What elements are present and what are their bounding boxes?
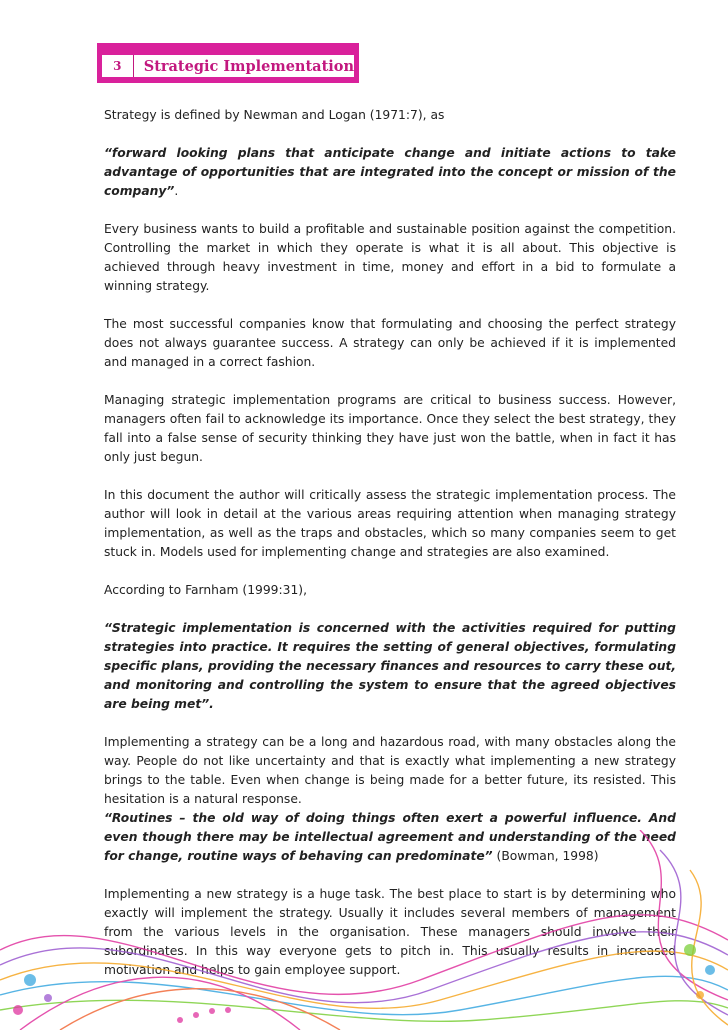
paragraph-intro: Strategy is defined by Newman and Logan (1971:7), as	[104, 108, 445, 122]
quote-farnham: “Strategic implementation is concerned with the activities required for putting strategies into practice. It requires the setting of general objectives, formulating specific plans, providing the necessary finances and resources to carry these out, and monitoring and controlling the system to ensure that the agreed objectives are being met”.	[104, 621, 676, 711]
quote-bowman	[104, 809, 676, 866]
paragraph-document-scope: In this document the author will critically assess the strategic implementation process. The author will look in detail at the various areas requiring attention when managing strategy implementation, as well as the traps and obstacles, which so many companies seem to get stuck in. Models used for implementing change and strategies are also examined.	[104, 488, 676, 559]
section-header-inner	[102, 55, 354, 77]
section-number: 3	[102, 55, 134, 77]
section-header	[97, 43, 359, 83]
quote-bowman-text: “Routines – the old way of doing things often exert a powerful influence. And even though there may be intellectual agreement and understanding of the need for change, routine ways of behaving can predominate”	[104, 811, 676, 863]
paragraph-huge-task: Implementing a new strategy is a huge task. The best place to start is by determining who exactly will implement the strategy. Usually it includes several members of management from the various levels in the organisation. These managers should involve their subordinates. In this way everyone gets to pitch in. This usually results in increased motivation and helps to gain employee support.	[104, 887, 676, 977]
quote-end: .	[174, 184, 179, 198]
paragraph-hazardous: Implementing a strategy can be a long and hazardous road, with many obstacles along the way. People do not like uncertainty and that is exactly what implementing a new strategy brings to the table. Even when change is being made for a better future, its resisted. This hesitation is a natural response.	[104, 735, 676, 806]
quote-newman-logan	[104, 144, 676, 201]
paragraph-farnham: According to Farnham (1999:31),	[104, 583, 307, 597]
quote-text: “forward looking plans that anticipate change and initiate actions to take advantage of opportunities that are integrated into the concept or mission of the company”	[104, 146, 676, 198]
paragraph-success: The most successful companies know that formulating and choosing the perfect strategy does not always guarantee success. A strategy can only be achieved if it is implemented and managed in a correct fashion.	[104, 317, 676, 369]
section-title: Strategic Implementation	[143, 57, 354, 75]
document-body	[104, 106, 676, 999]
quote-bowman-citation: (Bowman, 1998)	[492, 849, 599, 863]
paragraph-competition: Every business wants to build a profitable and sustainable position against the competition. Controlling the market in which they operate is what it is all about. This objective is achieved through heavy investment in time, money and effort in a bid to formulate a winning strategy.	[104, 222, 676, 293]
paragraph-managing: Managing strategic implementation programs are critical to business success. However, managers often fail to acknowledge its importance. Once they select the best strategy, they fall into a false sense of security thinking they have just won the battle, when in fact it has only just begun.	[104, 393, 676, 464]
